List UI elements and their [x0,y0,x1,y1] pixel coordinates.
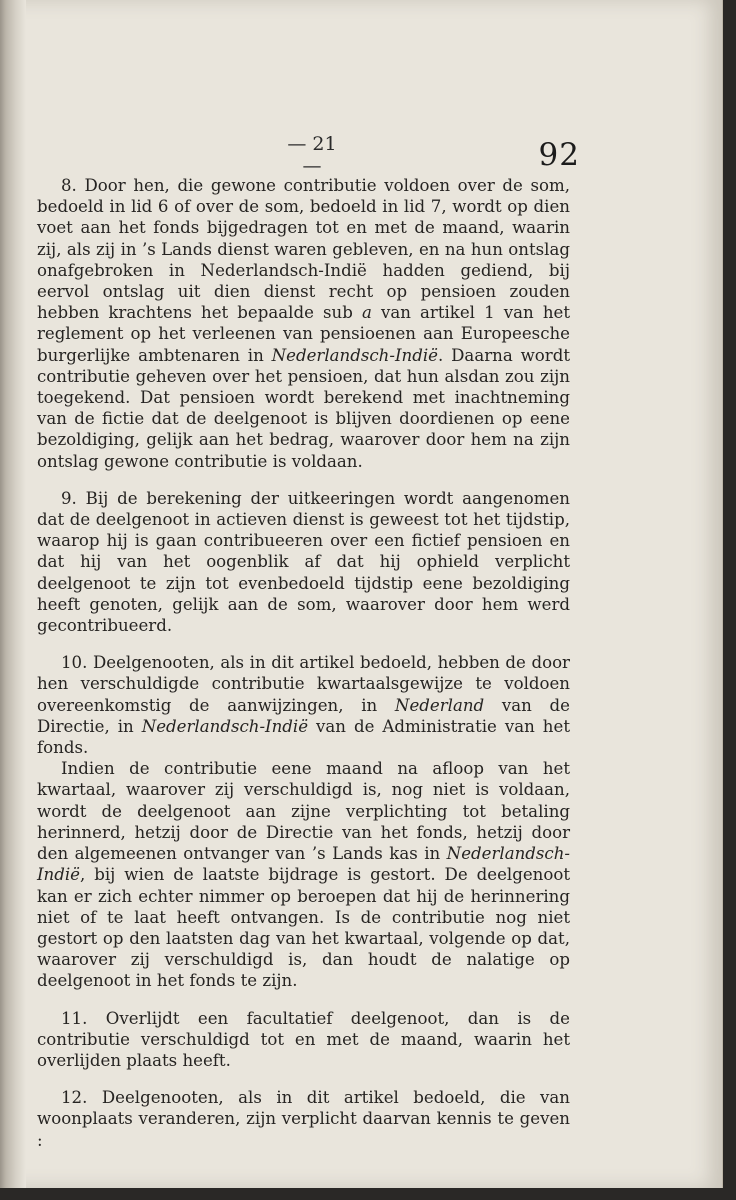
paragraph-10 [37,652,570,758]
folio-number: 92 [538,137,580,173]
emphasis-text: Nederlandsch-Indië [271,345,438,365]
paragraph-number: 8. [61,176,77,195]
paragraph-11 [37,1008,570,1072]
paragraph-text: van de Administratie van het fonds. [37,716,570,758]
emphasis-text: Nederlandsch-Indië [141,716,309,736]
paragraph-number: 10. [61,653,88,673]
paragraph-number: 11. [61,1008,88,1028]
paragraph-text: Deelgenooten, als in dit artikel bedoeld, die van woonplaats veranderen, zijn verplicht daarvan kennis te geven : [37,1088,570,1150]
paragraph-text: Overlijdt een facultatief deelgenoot, dan is de contributie verschuldigd tot en met de maand, waarin het overlijden plaats heeft. [37,1008,570,1070]
paragraph-number: 12. [61,1088,88,1108]
paragraph-12 [37,1087,570,1151]
paragraph-text: . Daarna wordt contributie geheven over het pensioen, dat hun alsdan zou zijn toegekend. Dat pensioen wordt berekend met inachtneming van de fictie dat de deelgenoot is blijven doordienen op eene bezoldiging, gelijk aan het bedrag, waarover door hem na zijn ontslag gewone contributie is voldaan. [37,345,571,471]
emphasis-text: Nederlandsch-Indië [37,844,570,885]
paragraph-text: Indien de contributie eene maand na afloop van het kwartaal, waarover zij verschuldigd is, nog niet is voldaan, wordt de deelgenoot aan zijne verplichting tot betaling herinnerd, hetzij door de Directie van het fonds, hetzij door den algemeenen ontvanger van ’s Lands kas in [37,759,570,864]
paragraph-text: van de Directie, in [37,695,570,736]
paragraph-text: , bij wien de laatste bijdrage is gestort. De deelgenoot kan er zich echter nimmer op beroepen dat hij de herinnering niet of te laat heeft ontvangen. Is de contributie nog niet gestort op den laatsten dag van het kwartaal, volgende op dat, waarover zij verschuldigd is, dan houdt de nalatige op deelgenoot in het fonds te zijn. [37,865,570,991]
paragraph-10-continuation [37,758,570,991]
paragraph-text: Bij de berekening der uitkeeringen wordt aangenomen dat de deelgenoot in actieven dienst is geweest tot het tijdstip, waarop hij is gaan contribueeren over een fictief pensioen en dat hij van het oogenblik af dat hij ophield verplicht deelgenoot te zijn tot evenbedoeld tijdstip eene bezoldiging heeft genoten, gelijk aan de som, waarover door hem werd gecontribueerd. [37,488,570,636]
article-text [37,175,570,1167]
emphasis-text: a [361,303,372,323]
emphasis-text: Nederland [394,695,485,715]
paragraph-text: Door hen, die gewone contributie voldoen over de som, bedoeld in lid 6 of over de som, bedoeld in lid 7, wordt op dien voet aan het fonds bijgedragen tot en met de maand, waarin zij, als zij in ’s Lands dienst waren gebleven, en na hun ontslag onafgebroken in Nederlandsch-Indië hadden gediend, bij eervol ontslag uit dien dienst recht op pensioen zouden hebben krachtens het bepaalde sub [37,176,570,323]
paragraph-text: Deelgenooten, als in dit artikel bedoeld, hebben de door hen verschuldigde contributie kwartaalsgewijze te voldoen overeenkomstig de aanwijzingen, in [37,653,570,715]
paragraph-text: van artikel 1 van het reglement op het verleenen van pensioenen aan Europeesche burgerlijke ambtenaren in [37,303,570,365]
paragraph-8 [37,175,570,472]
page-binding-shadow [0,0,26,1188]
paragraph-9 [37,488,570,636]
page-number: — 21 — [287,133,337,177]
paragraph-number: 9. [61,488,77,508]
